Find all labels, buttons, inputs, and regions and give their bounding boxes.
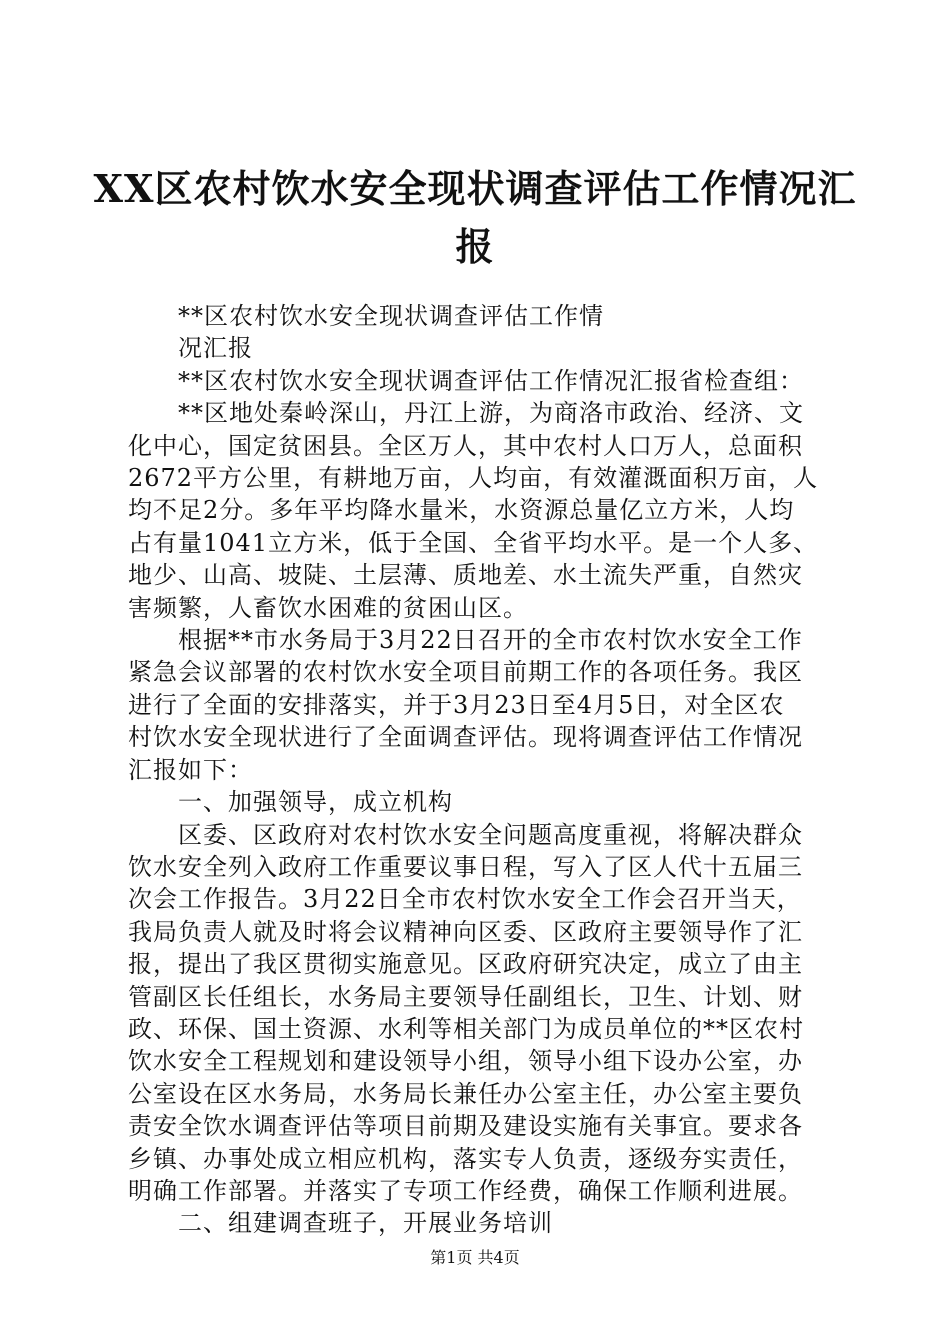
body-line: 紧急会议部署的农村饮水安全项目前期工作的各项任务。我区	[128, 658, 803, 687]
body-line: 饮水安全列入政府工作重要议事日程，写入了区人代十五届三	[128, 852, 803, 881]
body-line: 次会工作报告。3月22日全市农村饮水安全工作会召开当天，	[128, 885, 802, 914]
body-line: 地少、山高、坡陡、土层薄、质地差、水土流失严重，自然灾	[128, 561, 803, 590]
body-line: 我局负责人就及时将会议精神向区委、区政府主要领导作了汇	[128, 917, 803, 946]
body-line: 占有量1041立方米，低于全国、全省平均水平。是一个人多、	[128, 528, 819, 557]
body-line: 二、组建调查班子，开展业务培训	[178, 1209, 553, 1238]
body-line: 一、加强领导，成立机构	[178, 788, 453, 817]
body-line: 责安全饮水调查评估等项目前期及建设实施有关事宜。要求各	[128, 1112, 803, 1141]
body-line: 区委、区政府对农村饮水安全问题高度重视，将解决群众	[178, 820, 803, 849]
body-line: 乡镇、办事处成立相应机构，落实专人负责，逐级夯实责任，	[128, 1144, 803, 1173]
body-line: 害频繁，人畜饮水困难的贫困山区。	[128, 593, 528, 622]
body-line: 明确工作部署。并落实了专项工作经费，确保工作顺利进展。	[128, 1176, 803, 1205]
page-number: 第1页 共4页	[430, 1248, 520, 1267]
body-line: 化中心，国定贫困县。全区万人，其中农村人口万人，总面积	[128, 431, 803, 460]
body-line: 报，提出了我区贯彻实施意见。区政府研究决定，成立了由主	[128, 950, 803, 979]
title-line-2: 报	[455, 224, 495, 269]
body-line: 况汇报	[178, 334, 253, 363]
title-line-1: XX区农村饮水安全现状调查评估工作情况汇	[93, 166, 857, 211]
body-line: 政、环保、国土资源、水利等相关部门为成员单位的**区农村	[128, 1014, 804, 1043]
body-line: 公室设在区水务局，水务局长兼任办公室主任，办公室主要负	[128, 1079, 803, 1108]
body-line: **区地处秦岭深山，丹江上游，为商洛市政治、经济、文	[178, 399, 804, 428]
document-body	[128, 300, 833, 1240]
body-line: 根据**市水务局于3月22日召开的全市农村饮水安全工作	[178, 626, 803, 655]
page-footer	[0, 1248, 950, 1268]
document-title	[0, 160, 950, 276]
body-line: 汇报如下：	[128, 755, 253, 784]
body-line: 管副区长任组长，水务局主要领导任副组长，卫生、计划、财	[128, 982, 803, 1011]
body-line: **区农村饮水安全现状调查评估工作情	[178, 302, 604, 330]
body-line: 均不足2分。多年平均降水量米，水资源总量亿立方米，人均	[128, 496, 795, 525]
body-line: **区农村饮水安全现状调查评估工作情况汇报省检查组：	[178, 366, 804, 395]
body-line: 2672平方公里，有耕地万亩，人均亩，有效灌溉面积万亩，人	[128, 464, 819, 493]
body-line: 进行了全面的安排落实，并于3月23日至4月5日，对全区农	[128, 690, 785, 719]
body-line: 饮水安全工程规划和建设领导小组，领导小组下设办公室，办	[128, 1047, 803, 1076]
body-line: 村饮水安全现状进行了全面调查评估。现将调查评估工作情况	[128, 723, 803, 752]
